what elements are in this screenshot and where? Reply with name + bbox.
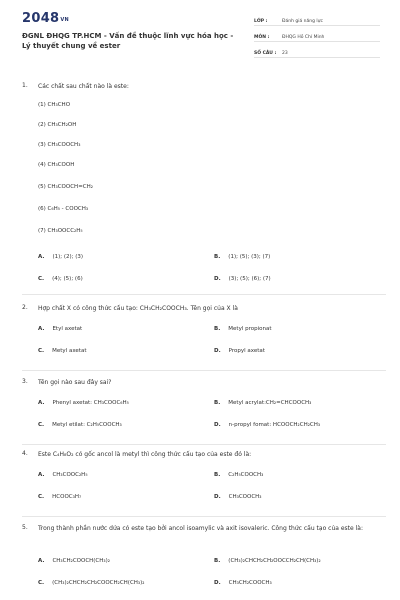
option-c[interactable]: C. Metyl axetat (38, 348, 87, 354)
option-d[interactable]: D. CH₃CH₂COOCH₃ (214, 580, 272, 586)
question-item: (2) CH₃CH₂OH (38, 122, 77, 128)
option-b[interactable]: B. Metyl acrylat:CH₂=CHCOOCH₃ (214, 400, 312, 406)
question-item: (7) CH₃OOCC₂H₅ (38, 228, 83, 234)
question-text: Este C₄H₈O₂ có gốc ancol là metyl thì công thức cấu tạo của este đó là: (38, 451, 252, 458)
option-c[interactable]: C. HCOOC₃H₇ (38, 494, 82, 500)
meta-class: LỚP : Đánh giá năng lực (254, 14, 380, 26)
question-2 (22, 304, 382, 360)
question-5 (22, 524, 382, 600)
question-item: (4) CH₃COOH (38, 162, 75, 168)
divider (22, 516, 386, 517)
question-text: Các chất sau chất nào là este: (38, 83, 129, 90)
option-d[interactable]: D. Propyl axetat (214, 348, 265, 354)
question-list (0, 66, 400, 600)
question-number: 3. (22, 378, 28, 385)
option-c[interactable]: C. Metyl etilat: C₂H₅COOCH₃ (38, 422, 122, 428)
option-b[interactable]: B. (1); (5); (3); (7) (214, 254, 271, 260)
meta-info (254, 14, 380, 62)
question-text: Tên gọi nào sau đây sai? (38, 379, 112, 386)
option-b[interactable]: B. (CH₃)₂CHCH₂CH₂OOCCH₂CH(CH₃)₂ (214, 558, 321, 564)
option-b[interactable]: B. Metyl propionat (214, 326, 272, 332)
question-4 (22, 450, 382, 506)
document-header (0, 0, 400, 66)
option-b[interactable]: B. C₂H₅COOCH₃ (214, 472, 264, 478)
question-number: 1. (22, 82, 28, 89)
question-number: 5. (22, 524, 28, 531)
question-text: Trong thành phần nước dứa có este tạo bởi ancol isoamylic và axit isovaleric. Công thức cấu tạo của este là: (38, 525, 363, 532)
question-item: (3) CH₃COOCH₃ (38, 142, 81, 148)
question-item: (1) CH₃CHO (38, 102, 71, 108)
option-a[interactable]: A. (1); (2); (3) (38, 254, 84, 260)
site-logo[interactable]: $2048_{VN}$ (22, 11, 70, 26)
option-c[interactable]: C. (CH₃)₂CHCH₂CH₂COOCH₂CH(CH₃)₂ (38, 580, 145, 586)
question-text: Hợp chất X có công thức cấu tạo: CH₃CH₂COOCH₃. Tên gọi của X là (38, 305, 238, 312)
question-3 (22, 378, 382, 436)
question-number: 2. (22, 304, 28, 311)
option-d[interactable]: D. n-propyl fomat: HCOOCH₂CH₂CH₃ (214, 422, 321, 428)
meta-subject: MÔN : ĐHQG Hồ Chí Minh (254, 30, 380, 42)
question-item: (6) C₆H₅ - COOCH₃ (38, 206, 89, 212)
option-d[interactable]: D. (3); (5); (6); (7) (214, 276, 271, 282)
divider (22, 444, 386, 445)
option-a[interactable]: A. CH₃CH₂COOCH(CH₃)₂ (38, 558, 110, 564)
document-title: ĐGNL ĐHQG TP.HCM - Vấn đề thuộc lĩnh vực hóa học - Lý thuyết chung về ester (22, 32, 234, 50)
option-a[interactable]: A. Phenyl axetat: CH₃COOC₆H₅ (38, 400, 129, 406)
question-number: 4. (22, 450, 28, 457)
option-d[interactable]: D. CH₃COOCH₃ (214, 494, 262, 500)
divider (22, 294, 386, 295)
option-a[interactable]: A. Etyl axetat (38, 326, 83, 332)
option-c[interactable]: C. (4); (5); (6) (38, 276, 83, 282)
divider (22, 370, 386, 371)
option-a[interactable]: A. CH₃COOC₂H₅ (38, 472, 88, 478)
question-item: (5) CH₃COOCH=CH₂ (38, 184, 93, 190)
question-1 (22, 82, 382, 298)
meta-question-count: SỐ CÂU : 23 (254, 46, 380, 58)
